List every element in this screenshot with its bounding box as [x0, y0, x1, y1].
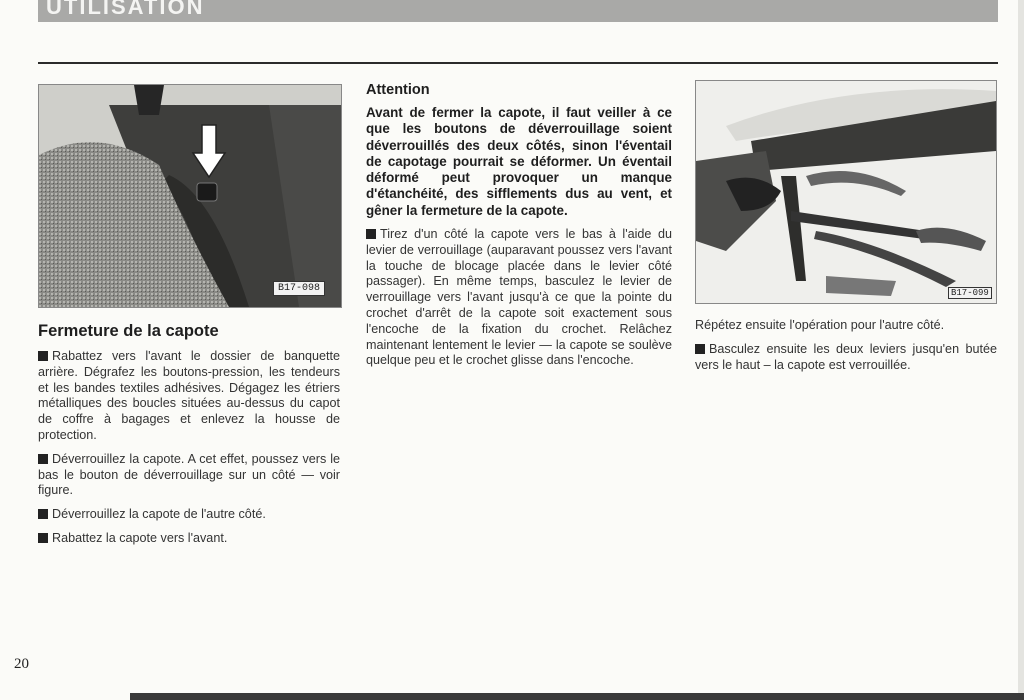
figure-ref-label: B17-098	[273, 281, 325, 296]
attention-title: Attention	[366, 82, 430, 98]
column-left	[38, 84, 340, 555]
header-title: UTILISATION	[46, 0, 205, 19]
bullet-square-icon	[38, 351, 48, 361]
instruction-paragraph: Répétez ensuite l'opération pour l'autre côté.	[695, 318, 945, 332]
figure-unlock-button	[38, 84, 342, 308]
header-rule	[38, 62, 998, 64]
page-edge-bottom	[130, 693, 1024, 700]
figure-unlock-button-drawing	[39, 85, 341, 307]
attention-body: Avant de fermer la capote, il faut veiller à ce que les boutons de déverrouillage soient déverrouillés des deux côtés, sinon l'éventail de capotage pourrait se déformer. Un éventail déformé peut provoquer un manque d'étanchéité, des sifflements dus au vent, et gêner la fermeture de la capote.	[366, 105, 672, 218]
instruction-paragraph: Tirez d'un côté la capote vers le bas à l'aide du levier de verrouillage (auparavant poussez vers l'avant la touche de blocage placée dans le levier côté passager). En même temps, basculez le levier de verrouillage vers l'avant jusqu'à ce que la pointe du crochet d'arrêt de la capote soit exactement sous l'encoche de la fixation du crochet. Relâchez maintenant lentement le levier — la capote se soulève quelque peu et le crochet glisse dans l'encoche.	[366, 227, 672, 368]
section-title: Fermeture de la capote	[38, 322, 219, 340]
instruction-paragraph: Déverrouillez la capote de l'autre côté.	[38, 507, 340, 523]
column-right	[695, 80, 997, 381]
bullet-square-icon	[38, 509, 48, 519]
page-number: 20	[14, 656, 29, 672]
instruction-paragraph: Basculez ensuite les deux leviers jusqu'en butée vers le haut – la capote est verrouillée.	[695, 341, 997, 372]
instruction-paragraph: Rabattez la capote vers l'avant.	[38, 531, 340, 547]
bullet-square-icon	[38, 454, 48, 464]
instruction-paragraph: Déverrouillez la capote. A cet effet, poussez vers le bas le bouton de déverrouillage sur un côté — voir figure.	[38, 451, 340, 498]
bullet-square-icon	[695, 344, 705, 354]
figure-ref-label: B17-099	[948, 287, 992, 299]
figure-locking-lever-drawing	[696, 81, 996, 303]
figure-locking-lever	[695, 80, 997, 304]
bullet-square-icon	[366, 229, 376, 239]
bullet-square-icon	[38, 533, 48, 543]
instruction-paragraph: Rabattez vers l'avant le dossier de banquette arrière. Dégrafez les boutons-pression, les tendeurs et les bandes textiles adhésives. Dégagez les étriers métalliques des boucles situées au-dessus du capot de coffre à bagages et enlevez la housse de protection.	[38, 349, 340, 442]
header-band	[38, 0, 998, 22]
page-edge-right	[1018, 0, 1024, 700]
column-middle	[366, 80, 672, 377]
